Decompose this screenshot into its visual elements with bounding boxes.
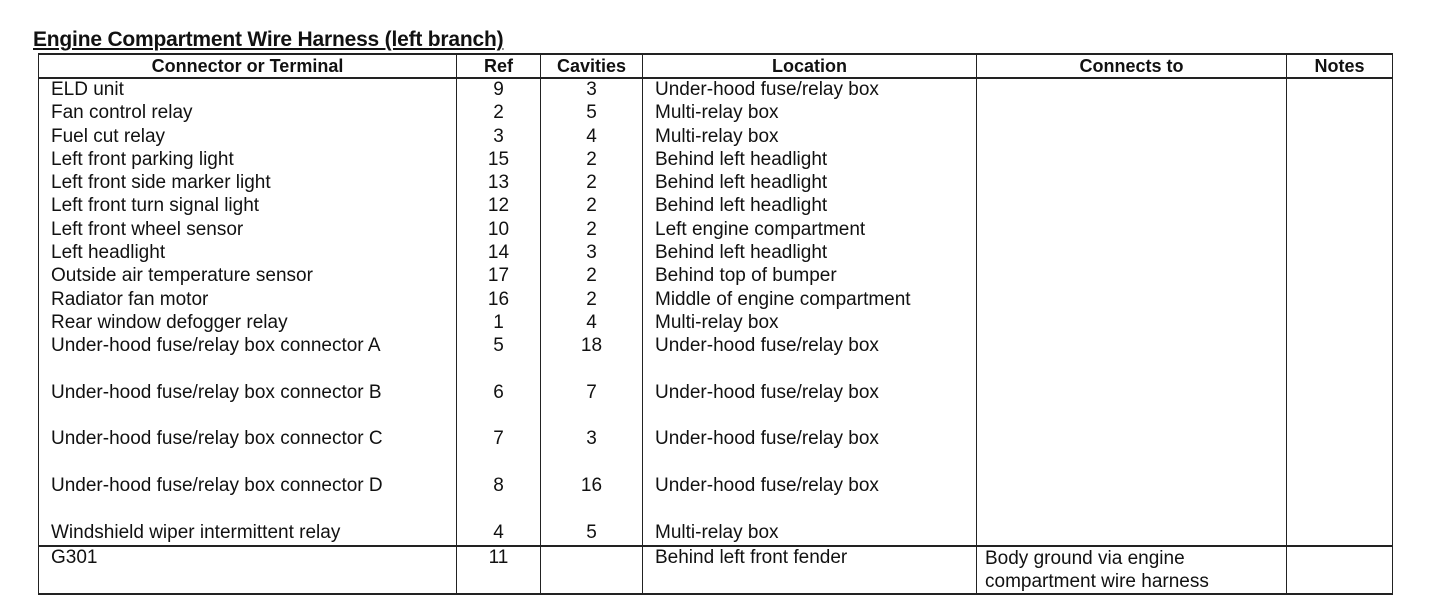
- cell-location: Behind left headlight: [643, 172, 977, 195]
- cell-connects-to: [977, 172, 1287, 195]
- cell-connects-to: [977, 428, 1287, 475]
- cell-notes: [1287, 78, 1393, 102]
- cell-cavities: [541, 546, 643, 594]
- cell-ref: 13: [457, 172, 541, 195]
- cell-cavities: 16: [541, 475, 643, 522]
- cell-cavities: 18: [541, 335, 643, 382]
- table-row: [39, 126, 1393, 149]
- cell-connector: Under-hood fuse/relay box connector A: [39, 335, 457, 382]
- cell-cavities: 2: [541, 149, 643, 172]
- cell-connector: Under-hood fuse/relay box connector C: [39, 428, 457, 475]
- cell-notes: [1287, 382, 1393, 429]
- cell-connector: Fan control relay: [39, 102, 457, 125]
- table-header-row: [39, 54, 1393, 78]
- cell-notes: [1287, 335, 1393, 382]
- cell-location: Left engine compartment: [643, 219, 977, 242]
- cell-ref: 10: [457, 219, 541, 242]
- cell-notes: [1287, 172, 1393, 195]
- cell-location: Under-hood fuse/relay box: [643, 335, 977, 382]
- cell-cavities: 4: [541, 126, 643, 149]
- table-row: [39, 172, 1393, 195]
- cell-ref: 17: [457, 265, 541, 288]
- cell-cavities: 3: [541, 78, 643, 102]
- cell-notes: [1287, 195, 1393, 218]
- cell-cavities: 2: [541, 172, 643, 195]
- cell-location: Behind left headlight: [643, 242, 977, 265]
- cell-ref: 1: [457, 312, 541, 335]
- cell-connects-to: [977, 335, 1287, 382]
- header-cavities: Cavities: [541, 54, 643, 78]
- table-row: [39, 265, 1393, 288]
- cell-location: Under-hood fuse/relay box: [643, 428, 977, 475]
- cell-ref: 8: [457, 475, 541, 522]
- cell-notes: [1287, 265, 1393, 288]
- cell-connector: Left front wheel sensor: [39, 219, 457, 242]
- cell-connects-to: [977, 102, 1287, 125]
- cell-cavities: 5: [541, 522, 643, 546]
- cell-cavities: 3: [541, 242, 643, 265]
- table-row: [39, 195, 1393, 218]
- table-row: [39, 522, 1393, 546]
- cell-ref: 5: [457, 335, 541, 382]
- cell-connector: Under-hood fuse/relay box connector D: [39, 475, 457, 522]
- cell-ref: 12: [457, 195, 541, 218]
- cell-connector: Windshield wiper intermittent relay: [39, 522, 457, 546]
- cell-connector: Left front side marker light: [39, 172, 457, 195]
- table-row: [39, 382, 1393, 429]
- header-location: Location: [643, 54, 977, 78]
- header-ref: Ref: [457, 54, 541, 78]
- cell-cavities: 7: [541, 382, 643, 429]
- table-row: [39, 335, 1393, 382]
- cell-notes: [1287, 219, 1393, 242]
- cell-notes: [1287, 102, 1393, 125]
- cell-location: Multi-relay box: [643, 312, 977, 335]
- cell-notes: [1287, 126, 1393, 149]
- cell-cavities: 2: [541, 265, 643, 288]
- cell-location: Multi-relay box: [643, 126, 977, 149]
- page-title: Engine Compartment Wire Harness (left branch): [33, 28, 504, 51]
- cell-ref: 6: [457, 382, 541, 429]
- cell-cavities: 3: [541, 428, 643, 475]
- cell-ref: 4: [457, 522, 541, 546]
- cell-notes: [1287, 242, 1393, 265]
- cell-connects-to: [977, 195, 1287, 218]
- cell-notes: [1287, 428, 1393, 475]
- header-notes: Notes: [1287, 54, 1393, 78]
- cell-connector: Left front turn signal light: [39, 195, 457, 218]
- cell-connects-to: [977, 126, 1287, 149]
- cell-cavities: 2: [541, 289, 643, 312]
- table-row: [39, 546, 1393, 594]
- cell-ref: 11: [457, 546, 541, 594]
- cell-location: Behind top of bumper: [643, 265, 977, 288]
- cell-location: Multi-relay box: [643, 522, 977, 546]
- table-row: [39, 242, 1393, 265]
- cell-connector: Left front parking light: [39, 149, 457, 172]
- table-row: [39, 289, 1393, 312]
- cell-location: Under-hood fuse/relay box: [643, 382, 977, 429]
- cell-cavities: 2: [541, 219, 643, 242]
- cell-notes: [1287, 149, 1393, 172]
- cell-cavities: 2: [541, 195, 643, 218]
- cell-ref: 15: [457, 149, 541, 172]
- cell-ref: 2: [457, 102, 541, 125]
- cell-connects-to: [977, 522, 1287, 546]
- wire-harness-table: [38, 53, 1393, 595]
- cell-cavities: 4: [541, 312, 643, 335]
- cell-ref: 9: [457, 78, 541, 102]
- cell-connects-to: [977, 475, 1287, 522]
- table-row: [39, 102, 1393, 125]
- cell-notes: [1287, 475, 1393, 522]
- header-connects-to: Connects to: [977, 54, 1287, 78]
- header-connector: Connector or Terminal: [39, 54, 457, 78]
- cell-ref: 16: [457, 289, 541, 312]
- cell-location: Under-hood fuse/relay box: [643, 475, 977, 522]
- cell-notes: [1287, 522, 1393, 546]
- table-row: [39, 149, 1393, 172]
- cell-location: Multi-relay box: [643, 102, 977, 125]
- cell-notes: [1287, 312, 1393, 335]
- cell-ref: 7: [457, 428, 541, 475]
- cell-connector: Left headlight: [39, 242, 457, 265]
- table-row: [39, 312, 1393, 335]
- cell-connector: Fuel cut relay: [39, 126, 457, 149]
- cell-location: Middle of engine compartment: [643, 289, 977, 312]
- cell-connects-to: [977, 219, 1287, 242]
- cell-connects-to: [977, 382, 1287, 429]
- cell-connects-to: [977, 149, 1287, 172]
- cell-connector: Rear window defogger relay: [39, 312, 457, 335]
- table-row: [39, 219, 1393, 242]
- cell-ref: 14: [457, 242, 541, 265]
- cell-cavities: 5: [541, 102, 643, 125]
- cell-location: Behind left front fender: [643, 546, 977, 594]
- cell-connects-to: [977, 312, 1287, 335]
- cell-notes: [1287, 546, 1393, 594]
- cell-connects-to: [977, 78, 1287, 102]
- cell-connector: G301: [39, 546, 457, 594]
- cell-connects-to: [977, 289, 1287, 312]
- cell-connector: Under-hood fuse/relay box connector B: [39, 382, 457, 429]
- cell-connects-to: [977, 242, 1287, 265]
- table-row: [39, 428, 1393, 475]
- cell-location: Under-hood fuse/relay box: [643, 78, 977, 102]
- cell-notes: [1287, 289, 1393, 312]
- table-row: [39, 78, 1393, 102]
- cell-location: Behind left headlight: [643, 149, 977, 172]
- cell-connector: Outside air temperature sensor: [39, 265, 457, 288]
- cell-location: Behind left headlight: [643, 195, 977, 218]
- cell-connects-to: [977, 265, 1287, 288]
- cell-connector: ELD unit: [39, 78, 457, 102]
- cell-connector: Radiator fan motor: [39, 289, 457, 312]
- table-row: [39, 475, 1393, 522]
- cell-connects-to: Body ground via engine compartment wire harness: [977, 546, 1287, 594]
- cell-ref: 3: [457, 126, 541, 149]
